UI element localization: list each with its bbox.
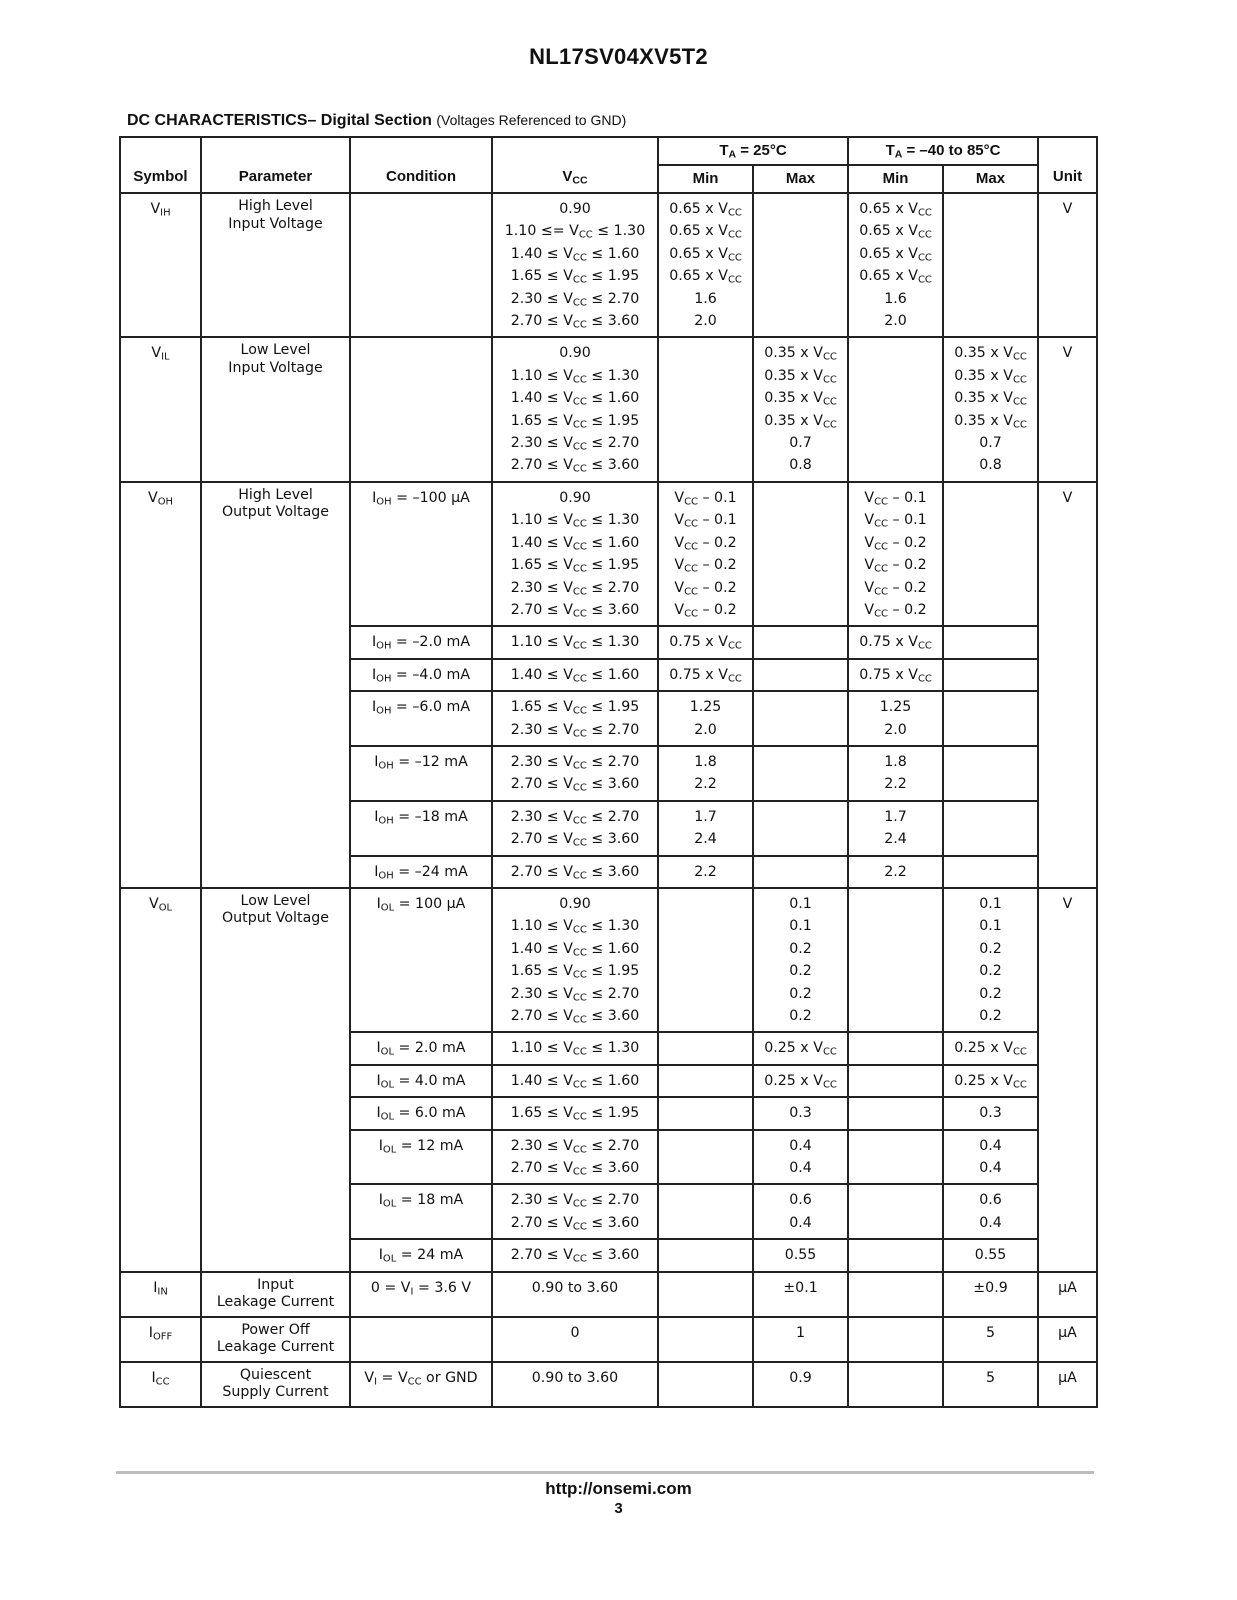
cell-line: 0.3 xyxy=(789,1105,812,1122)
cell-line: 0.25 x $V_{CC}$ xyxy=(764,1040,837,1058)
min-25-cell xyxy=(658,1032,753,1064)
max-range-cell xyxy=(943,856,1038,888)
condition-cell xyxy=(350,1317,492,1362)
cell-line: $I_{OH} = -100$ μA xyxy=(372,489,470,508)
cell-line: 2.2 xyxy=(694,776,717,793)
condition-cell xyxy=(350,659,492,691)
vcc-cell xyxy=(492,856,658,888)
condition-cell xyxy=(350,193,492,337)
cell-line: $1.40 \le V_{CC} \le 1.60$ xyxy=(510,1072,640,1091)
condition-cell xyxy=(350,626,492,658)
max-25-cell xyxy=(753,1130,848,1185)
cell-line: 0.7 xyxy=(979,435,1002,452)
parameter-cell: High Level Output Voltage xyxy=(201,482,350,888)
condition-cell xyxy=(350,1130,492,1185)
min-25-cell xyxy=(658,659,753,691)
vcc-cell xyxy=(492,1130,658,1185)
min-range-cell xyxy=(848,482,943,626)
cell-line: 1.25 xyxy=(689,699,722,716)
cell-line: $1.65 \le V_{CC} \le 1.95$ xyxy=(510,268,640,286)
cell-line: $I_{OL} = 12$ mA xyxy=(378,1137,464,1156)
header-vcc: $V_{CC}$ xyxy=(492,137,658,193)
page-title: NL17SV04XV5T2 xyxy=(529,44,708,69)
condition-cell xyxy=(350,482,492,626)
cell-line: 0.55 xyxy=(784,1247,817,1264)
min-25-cell xyxy=(658,856,753,888)
vcc-cell xyxy=(492,626,658,658)
cell-line: $1.10 \le V_{CC} \le 1.30$ xyxy=(510,1040,640,1058)
cell-line: $2.30 \le V_{CC} \le 2.70$ xyxy=(510,1137,640,1156)
vcc-cell xyxy=(492,801,658,856)
cell-line: $I_{OL} = 4.0$ mA xyxy=(376,1072,466,1091)
cell-line: $2.30 \le V_{CC} \le 2.70$ xyxy=(510,290,640,309)
cell-line: $1.65 \le V_{CC} \le 1.95$ xyxy=(510,963,640,981)
min-range-cell xyxy=(848,659,943,691)
condition-cell xyxy=(350,1239,492,1271)
cell-line: 0.2 xyxy=(979,963,1002,980)
min-range-cell xyxy=(848,856,943,888)
max-25-cell: ±0.1 xyxy=(753,1272,848,1317)
condition-cell xyxy=(350,1184,492,1239)
parameter-cell: Low Level Input Voltage xyxy=(201,337,350,481)
min-25-cell xyxy=(658,691,753,746)
cell-line: $1.40 \le V_{CC} \le 1.60$ xyxy=(510,245,640,264)
cell-line: 2.4 xyxy=(884,831,907,848)
cell-line: $2.70 \le V_{CC} \le 3.60$ xyxy=(510,776,640,794)
max-range-cell xyxy=(943,888,1038,1032)
cell-line: $1.10 \le= V_{CC} \le 1.30$ xyxy=(504,223,646,241)
min-25-cell xyxy=(658,1317,753,1362)
parameter-cell: Low Level Output Voltage xyxy=(201,888,350,1272)
cell-line: $I_{OL} = 6.0$ mA xyxy=(376,1105,466,1123)
cell-line: $2.70 \le V_{CC} \le 3.60$ xyxy=(510,313,640,331)
min-range-cell xyxy=(848,1097,943,1129)
cell-line: $2.70 \le V_{CC} \le 3.60$ xyxy=(510,1247,640,1265)
cell-line: 1.8 xyxy=(694,753,717,770)
cell-line: $2.30 \le V_{CC} \le 2.70$ xyxy=(510,435,640,453)
cell-line: 0.35 x $V_{CC}$ xyxy=(764,367,837,386)
dc-characteristics-table xyxy=(119,136,1098,1408)
min-range-cell xyxy=(848,888,943,1032)
min-range-cell xyxy=(848,193,943,337)
vcc-cell xyxy=(492,1184,658,1239)
unit-cell: V xyxy=(1038,888,1097,1272)
cell-line: 0.4 xyxy=(979,1214,1002,1231)
cell-line: 0.25 x $V_{CC}$ xyxy=(954,1072,1027,1091)
header-max-25: Max xyxy=(753,165,848,193)
cell-line: 0.3 xyxy=(979,1105,1002,1122)
cell-line: 0.4 xyxy=(789,1160,812,1177)
cell-line: $2.70 \le V_{CC} \le 3.60$ xyxy=(510,1160,640,1178)
unit-cell: V xyxy=(1038,337,1097,481)
section-heading-note: (Voltages Referenced to GND) xyxy=(436,112,627,128)
cell-line: $I_{OH} = -4.0$ mA xyxy=(371,666,471,685)
vcc-cell xyxy=(492,691,658,746)
symbol-cell: $V_{OL}$ xyxy=(120,888,201,1272)
max-range-cell xyxy=(943,1065,1038,1097)
cell-line: $V_{CC} - 0.1$ xyxy=(674,512,737,530)
cell-line: $I_{OH} = -18$ mA xyxy=(374,808,468,827)
min-25-cell xyxy=(658,1184,753,1239)
min-25-cell xyxy=(658,482,753,626)
max-25-cell xyxy=(753,193,848,337)
vcc-cell xyxy=(492,888,658,1032)
min-25-cell xyxy=(658,1130,753,1185)
cell-line: 0.75 x $V_{CC}$ xyxy=(669,666,742,685)
cell-line: 0.2 xyxy=(979,985,1002,1002)
cell-line: $V_{CC} - 0.2$ xyxy=(674,601,737,620)
symbol-cell: $V_{IL}$ xyxy=(120,337,201,481)
cell-line: 0.2 xyxy=(979,1008,1002,1024)
min-range-cell xyxy=(848,626,943,658)
cell-line: $I_{OL} = 18$ mA xyxy=(378,1192,464,1210)
max-25-cell xyxy=(753,691,848,746)
cell-line: 0.8 xyxy=(979,457,1002,474)
header-parameter: Parameter xyxy=(201,137,350,193)
header-symbol: Symbol xyxy=(120,137,201,193)
cell-line: $2.30 \le V_{CC} \le 2.70$ xyxy=(510,579,640,597)
condition-cell xyxy=(350,1032,492,1064)
max-25-cell xyxy=(753,482,848,626)
footer-divider xyxy=(116,1471,1094,1474)
max-25-cell xyxy=(753,337,848,481)
header-ta-range: $T_A = -40$ to 85°C xyxy=(848,137,1038,165)
vcc-cell xyxy=(492,746,658,801)
cell-line: $I_{OH} = -6.0$ mA xyxy=(371,699,471,717)
condition-cell xyxy=(350,801,492,856)
max-range-cell xyxy=(943,482,1038,626)
cell-line: 0.8 xyxy=(789,457,812,474)
parameter-cell: Power Off Leakage Current xyxy=(201,1317,350,1362)
condition-cell xyxy=(350,1065,492,1097)
max-range-cell: ±0.9 xyxy=(943,1272,1038,1317)
vcc-cell xyxy=(492,1239,658,1271)
cell-line: 0.65 x $V_{CC}$ xyxy=(669,245,742,264)
min-range-cell xyxy=(848,1130,943,1185)
cell-line: 0.65 x $V_{CC}$ xyxy=(859,245,932,264)
section-heading xyxy=(127,112,626,130)
cell-line: 2.0 xyxy=(884,721,907,738)
cell-line: $V_{CC} - 0.2$ xyxy=(864,534,927,553)
table-row-ioff xyxy=(120,1317,1097,1362)
cell-line: 0.75 x $V_{CC}$ xyxy=(859,666,932,685)
cell-line: 0.75 x $V_{CC}$ xyxy=(859,634,932,652)
cell-line: 0.35 x $V_{CC}$ xyxy=(954,390,1027,408)
symbol-cell: $I_{IN}$ xyxy=(120,1272,201,1317)
min-range-cell xyxy=(848,1032,943,1064)
header-condition: Condition xyxy=(350,137,492,193)
min-25-cell xyxy=(658,801,753,856)
min-range-cell xyxy=(848,746,943,801)
cell-line: 0.1 xyxy=(979,895,1002,912)
min-25-cell xyxy=(658,1065,753,1097)
max-range-cell xyxy=(943,626,1038,658)
header-ta-25: $T_A = 25^\circ C$ xyxy=(658,137,848,165)
unit-cell: μA xyxy=(1038,1362,1097,1407)
cell-line: 2.2 xyxy=(884,776,907,793)
max-25-cell: 0.9 xyxy=(753,1362,848,1407)
vcc-cell xyxy=(492,337,658,481)
footer-url: http://onsemi.com xyxy=(545,1479,692,1498)
cell-line: $I_{OH} = -24$ mA xyxy=(374,863,468,882)
max-25-cell xyxy=(753,801,848,856)
cell-line: $2.30 \le V_{CC} \le 2.70$ xyxy=(510,808,640,827)
max-range-cell xyxy=(943,801,1038,856)
table-row-icc xyxy=(120,1362,1097,1407)
cell-line: $V_{CC} - 0.1$ xyxy=(864,512,927,530)
cell-line: 0.35 x $V_{CC}$ xyxy=(954,412,1027,431)
cell-line: 1.25 xyxy=(879,699,912,716)
page-number: 3 xyxy=(614,1500,623,1517)
table-row-iin xyxy=(120,1272,1097,1317)
max-25-cell xyxy=(753,746,848,801)
symbol-cell: $I_{CC}$ xyxy=(120,1362,201,1407)
max-range-cell xyxy=(943,691,1038,746)
cell-line: $2.70 \le V_{CC} \le 3.60$ xyxy=(510,831,640,849)
max-range-cell xyxy=(943,193,1038,337)
max-range-cell xyxy=(943,746,1038,801)
min-range-cell xyxy=(848,337,943,481)
min-range-cell xyxy=(848,691,943,746)
header-unit: Unit xyxy=(1038,137,1097,193)
cell-line: 2.0 xyxy=(694,721,717,738)
min-25-cell xyxy=(658,193,753,337)
condition-cell xyxy=(350,1097,492,1129)
cell-line: 1.7 xyxy=(884,808,907,825)
min-25-cell xyxy=(658,337,753,481)
condition-cell xyxy=(350,746,492,801)
max-25-cell xyxy=(753,659,848,691)
cell-line: $1.40 \le V_{CC} \le 1.60$ xyxy=(510,534,640,553)
cell-line: 0.90 xyxy=(559,489,591,506)
table-row-voh xyxy=(120,482,1097,626)
vcc-cell: 0.90 to 3.60 xyxy=(492,1362,658,1407)
cell-line: 0.2 xyxy=(979,940,1002,957)
cell-line: $2.70 \le V_{CC} \le 3.60$ xyxy=(510,1214,640,1233)
condition-cell xyxy=(350,888,492,1032)
max-range-cell xyxy=(943,337,1038,481)
parameter-cell: Quiescent Supply Current xyxy=(201,1362,350,1407)
cell-line: $2.30 \le V_{CC} \le 2.70$ xyxy=(510,721,640,740)
cell-line: 0.25 x $V_{CC}$ xyxy=(954,1040,1027,1058)
min-25-cell xyxy=(658,746,753,801)
cell-line: $1.40 \le V_{CC} \le 1.60$ xyxy=(510,390,640,408)
symbol-cell: $V_{OH}$ xyxy=(120,482,201,888)
cell-line: 0.65 x $V_{CC}$ xyxy=(669,268,742,286)
min-range-cell xyxy=(848,1362,943,1407)
cell-line: 0.65 x $V_{CC}$ xyxy=(859,268,932,286)
cell-line: 0.1 xyxy=(979,918,1002,935)
header-max-range: Max xyxy=(943,165,1038,193)
cell-line: 0.2 xyxy=(789,940,812,957)
vcc-cell xyxy=(492,659,658,691)
cell-line: $1.40 \le V_{CC} \le 1.60$ xyxy=(510,666,640,685)
condition-cell xyxy=(350,691,492,746)
cell-line: 0.90 xyxy=(559,895,591,912)
max-range-cell xyxy=(943,659,1038,691)
max-25-cell xyxy=(753,856,848,888)
cell-line: 0.65 x $V_{CC}$ xyxy=(859,201,932,219)
min-range-cell xyxy=(848,1272,943,1317)
cell-line: 2.4 xyxy=(694,831,717,848)
cell-line: $I_{OL} = 24$ mA xyxy=(378,1247,464,1265)
vcc-cell xyxy=(492,482,658,626)
header-min-25: Min xyxy=(658,165,753,193)
cell-line: 0.35 x $V_{CC}$ xyxy=(764,390,837,408)
max-25-cell: 1 xyxy=(753,1317,848,1362)
condition-cell: $0 = V_I = 3.6$ V xyxy=(350,1272,492,1317)
max-25-cell xyxy=(753,1065,848,1097)
max-range-cell: 5 xyxy=(943,1317,1038,1362)
vcc-cell xyxy=(492,193,658,337)
cell-line: 2.0 xyxy=(884,313,907,330)
max-25-cell xyxy=(753,626,848,658)
cell-line: $V_{CC} - 0.1$ xyxy=(674,489,737,508)
max-25-cell xyxy=(753,1032,848,1064)
cell-line: $2.70 \le V_{CC} \le 3.60$ xyxy=(510,601,640,620)
min-range-cell xyxy=(848,1317,943,1362)
cell-line: $1.10 \le V_{CC} \le 1.30$ xyxy=(510,634,640,652)
table-row-vih xyxy=(120,193,1097,337)
min-25-cell xyxy=(658,1239,753,1271)
condition-cell xyxy=(350,337,492,481)
symbol-cell: $I_{OFF}$ xyxy=(120,1317,201,1362)
cell-line: 0.90 xyxy=(559,345,591,362)
min-range-cell xyxy=(848,1065,943,1097)
cell-line: 1.8 xyxy=(884,753,907,770)
min-range-cell xyxy=(848,801,943,856)
cell-line: $1.10 \le V_{CC} \le 1.30$ xyxy=(510,512,640,530)
unit-cell: μA xyxy=(1038,1317,1097,1362)
parameter-cell: High Level Input Voltage xyxy=(201,193,350,337)
min-25-cell xyxy=(658,888,753,1032)
min-25-cell xyxy=(658,1272,753,1317)
cell-line: 0.25 x $V_{CC}$ xyxy=(764,1072,837,1091)
cell-line: $V_{CC} - 0.2$ xyxy=(864,601,927,620)
table-row-vil xyxy=(120,337,1097,481)
vcc-cell xyxy=(492,1097,658,1129)
cell-line: $V_{CC} - 0.2$ xyxy=(864,557,927,575)
cell-line: 0.2 xyxy=(789,985,812,1002)
parameter-cell: Input Leakage Current xyxy=(201,1272,350,1317)
vcc-cell: 0.90 to 3.60 xyxy=(492,1272,658,1317)
cell-line: $V_{CC} - 0.2$ xyxy=(674,557,737,575)
cell-line: 0.55 xyxy=(974,1247,1007,1264)
max-range-cell xyxy=(943,1239,1038,1271)
cell-line: $1.10 \le V_{CC} \le 1.30$ xyxy=(510,367,640,386)
cell-line: 0.35 x $V_{CC}$ xyxy=(954,367,1027,386)
cell-line: 0.1 xyxy=(789,918,812,935)
max-range-cell xyxy=(943,1184,1038,1239)
vcc-cell: 0 xyxy=(492,1317,658,1362)
min-25-cell xyxy=(658,626,753,658)
vcc-cell xyxy=(492,1032,658,1064)
unit-cell: μA xyxy=(1038,1272,1097,1317)
condition-cell: $V_I = V_{CC}$ or GND xyxy=(350,1362,492,1407)
cell-line: $1.65 \le V_{CC} \le 1.95$ xyxy=(510,699,640,717)
cell-line: 0.1 xyxy=(789,895,812,912)
cell-line: 2.0 xyxy=(694,313,717,330)
cell-line: 0.6 xyxy=(979,1192,1002,1209)
section-heading-title: DC CHARACTERISTICS– Digital Section xyxy=(127,112,432,129)
cell-line: 0.4 xyxy=(789,1214,812,1231)
cell-line: 0.90 xyxy=(559,201,591,217)
cell-line: 0.2 xyxy=(789,963,812,980)
cell-line: 0.35 x $V_{CC}$ xyxy=(764,345,837,363)
cell-line: $V_{CC} - 0.2$ xyxy=(864,579,927,597)
min-range-cell xyxy=(848,1184,943,1239)
cell-line: $1.10 \le V_{CC} \le 1.30$ xyxy=(510,918,640,936)
max-range-cell xyxy=(943,1032,1038,1064)
cell-line: $2.70 \le V_{CC} \le 3.60$ xyxy=(510,1008,640,1026)
cell-line: $2.30 \le V_{CC} \le 2.70$ xyxy=(510,753,640,772)
cell-line: $1.40 \le V_{CC} \le 1.60$ xyxy=(510,940,640,959)
cell-line: 0.4 xyxy=(979,1160,1002,1177)
cell-line: 0.4 xyxy=(789,1137,812,1154)
cell-line: 2.2 xyxy=(884,863,907,880)
cell-line: $2.70 \le V_{CC} \le 3.60$ xyxy=(510,863,640,882)
max-25-cell xyxy=(753,1239,848,1271)
cell-line: $I_{OL} = 100$ μA xyxy=(376,895,466,914)
cell-line: 0.65 x $V_{CC}$ xyxy=(859,223,932,241)
unit-cell: V xyxy=(1038,482,1097,888)
cell-line: $1.65 \le V_{CC} \le 1.95$ xyxy=(510,412,640,431)
cell-line: $V_{CC} - 0.2$ xyxy=(674,579,737,597)
min-range-cell xyxy=(848,1239,943,1271)
max-range-cell xyxy=(943,1130,1038,1185)
cell-line: 2.2 xyxy=(694,863,717,880)
max-25-cell xyxy=(753,1184,848,1239)
min-25-cell xyxy=(658,1097,753,1129)
cell-line: $V_{CC} - 0.1$ xyxy=(864,489,927,508)
vcc-cell xyxy=(492,1065,658,1097)
max-25-cell xyxy=(753,1097,848,1129)
cell-line: $I_{OH} = -2.0$ mA xyxy=(371,634,471,652)
cell-line: $2.30 \le V_{CC} \le 2.70$ xyxy=(510,1192,640,1210)
header-row-1 xyxy=(120,137,1097,165)
cell-line: 0.65 x $V_{CC}$ xyxy=(669,223,742,241)
cell-line: 0.75 x $V_{CC}$ xyxy=(669,634,742,652)
cell-line: $2.30 \le V_{CC} \le 2.70$ xyxy=(510,985,640,1004)
cell-line: 1.6 xyxy=(884,290,907,307)
cell-line: $1.65 \le V_{CC} \le 1.95$ xyxy=(510,1105,640,1123)
cell-line: 0.35 x $V_{CC}$ xyxy=(764,412,837,431)
cell-line: 0.2 xyxy=(789,1008,812,1024)
cell-line: 0.35 x $V_{CC}$ xyxy=(954,345,1027,363)
cell-line: 0.6 xyxy=(789,1192,812,1209)
cell-line: 1.6 xyxy=(694,290,717,307)
cell-line: $1.65 \le V_{CC} \le 1.95$ xyxy=(510,557,640,575)
cell-line: $I_{OL} = 2.0$ mA xyxy=(376,1040,466,1058)
cell-line: 0.7 xyxy=(789,435,812,452)
cell-line: $2.70 \le V_{CC} \le 3.60$ xyxy=(510,457,640,475)
max-range-cell: 5 xyxy=(943,1362,1038,1407)
unit-cell: V xyxy=(1038,193,1097,337)
max-25-cell xyxy=(753,888,848,1032)
cell-line: 0.4 xyxy=(979,1137,1002,1154)
cell-line: 0.65 x $V_{CC}$ xyxy=(669,201,742,219)
table-row-vol xyxy=(120,888,1097,1032)
symbol-cell: $V_{IH}$ xyxy=(120,193,201,337)
cell-line: 1.7 xyxy=(694,808,717,825)
cell-line: $V_{CC} - 0.2$ xyxy=(674,534,737,553)
min-25-cell xyxy=(658,1362,753,1407)
max-range-cell xyxy=(943,1097,1038,1129)
cell-line: $I_{OH} = -12$ mA xyxy=(374,753,468,772)
condition-cell xyxy=(350,856,492,888)
header-min-range: Min xyxy=(848,165,943,193)
